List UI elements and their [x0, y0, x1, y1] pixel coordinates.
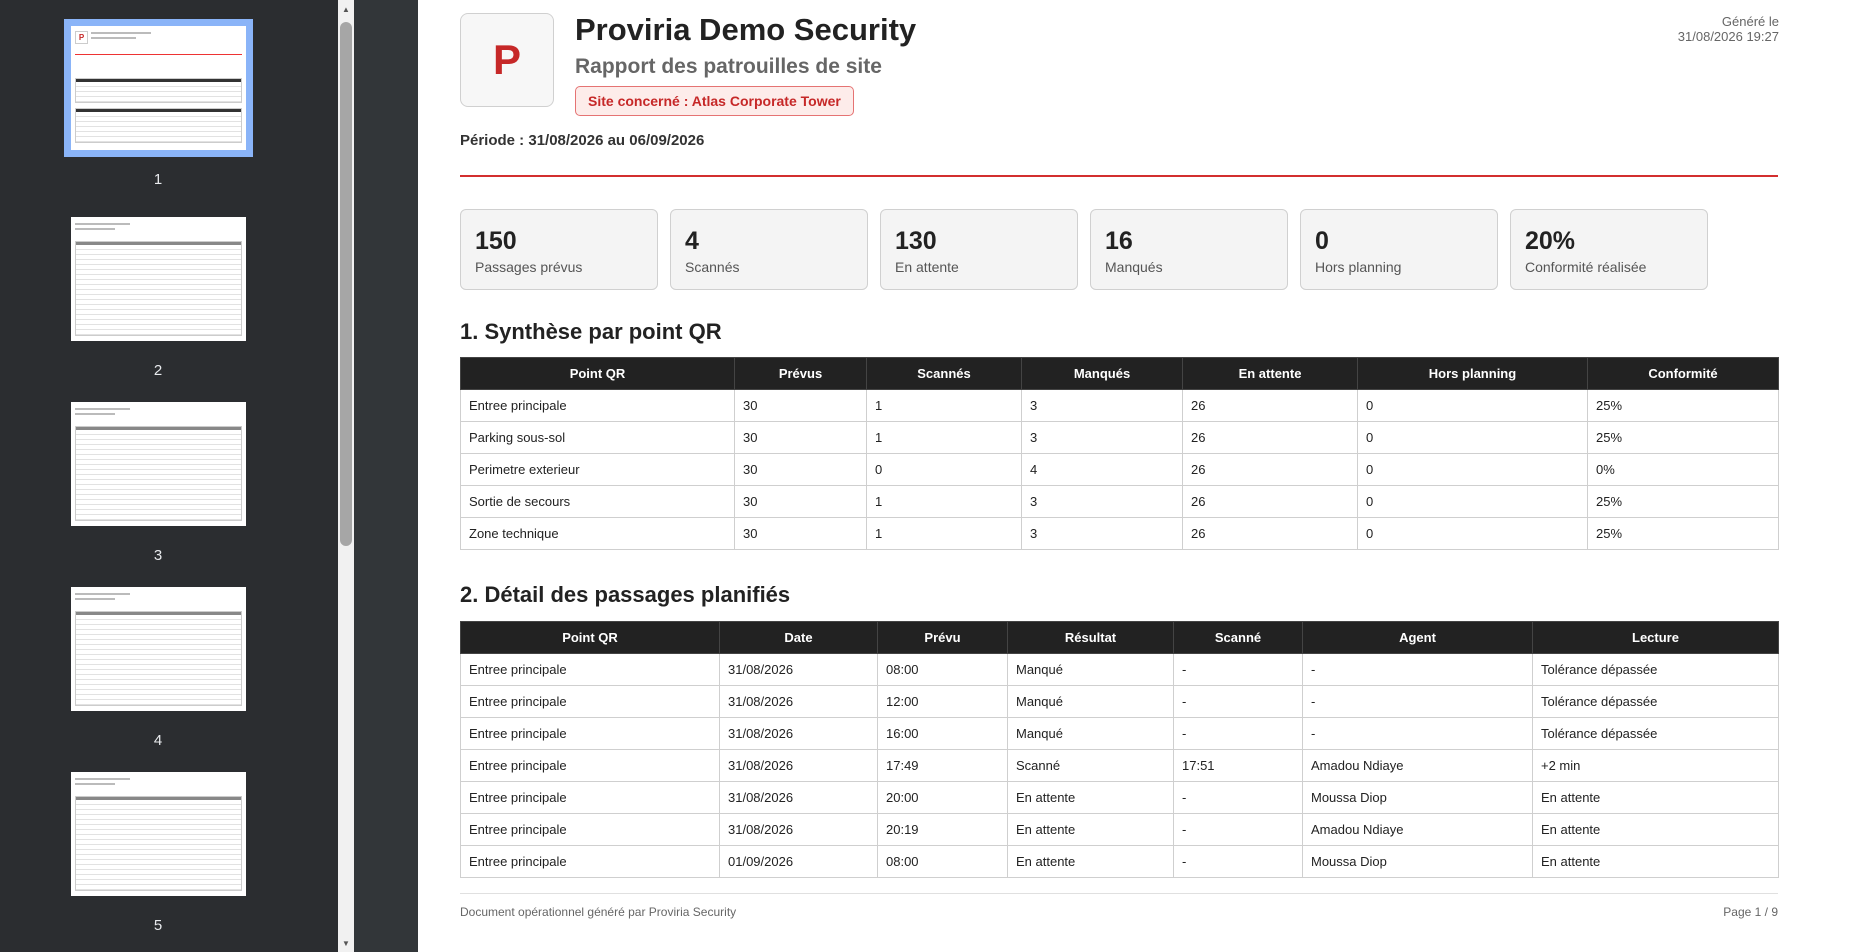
table-cell: Moussa Diop [1303, 846, 1533, 878]
table-cell: En attente [1008, 782, 1174, 814]
thumbnail-text-line [75, 598, 115, 600]
thumbnail-rule [75, 54, 242, 55]
table-cell: Manqué [1008, 686, 1174, 718]
column-header: Scanné [1174, 622, 1303, 654]
table-cell: 30 [735, 486, 867, 518]
footer-divider [460, 893, 1778, 894]
thumbnail-text-line [75, 593, 130, 595]
stat-label: Passages prévus [475, 259, 583, 275]
table-cell: 25% [1588, 518, 1779, 550]
table-cell: Entree principale [461, 390, 735, 422]
table-row [461, 654, 1779, 686]
scrollbar-thumb[interactable] [340, 22, 352, 546]
stat-card [670, 209, 868, 290]
stat-label: Manqués [1105, 259, 1163, 275]
stat-value: 0 [1315, 227, 1329, 255]
column-header: Lecture [1533, 622, 1779, 654]
page-thumbnail[interactable] [71, 402, 246, 526]
stat-label: Hors planning [1315, 259, 1402, 275]
table-cell: Sortie de secours [461, 486, 735, 518]
table-cell: 20:19 [878, 814, 1008, 846]
table-row [461, 686, 1779, 718]
table-cell: Entree principale [461, 686, 720, 718]
table-cell: 4 [1022, 454, 1183, 486]
stat-value: 20% [1525, 227, 1576, 255]
table-cell: 30 [735, 454, 867, 486]
table-row [461, 782, 1779, 814]
thumbnail-table [75, 796, 242, 891]
table-cell: Entree principale [461, 814, 720, 846]
detail-table [460, 621, 1779, 878]
table-cell: Amadou Ndiaye [1303, 750, 1533, 782]
table-cell: Entree principale [461, 782, 720, 814]
table-cell: Scanné [1008, 750, 1174, 782]
thumbnail-text-line [91, 32, 151, 34]
table-cell: 17:49 [878, 750, 1008, 782]
table-cell: En attente [1533, 846, 1779, 878]
column-header: Résultat [1008, 622, 1174, 654]
table-cell: 16:00 [878, 718, 1008, 750]
table-cell: - [1303, 654, 1533, 686]
table-cell: Manqué [1008, 718, 1174, 750]
thumbnail-page-number: 2 [153, 362, 163, 379]
table-cell: - [1174, 686, 1303, 718]
thumbnail-text-line [75, 783, 115, 785]
table-row [461, 518, 1779, 550]
column-header: Scannés [867, 358, 1022, 390]
detail-section-title: 2. Détail des passages planifiés [460, 582, 791, 607]
table-cell: Entree principale [461, 718, 720, 750]
table-cell: 17:51 [1174, 750, 1303, 782]
table-cell: 3 [1022, 422, 1183, 454]
thumbnail-sidebar [0, 0, 338, 952]
table-cell: - [1303, 718, 1533, 750]
table-cell: 01/09/2026 [720, 846, 878, 878]
column-header: Agent [1303, 622, 1533, 654]
stat-label: Conformité réalisée [1525, 259, 1647, 275]
table-cell: 0 [1358, 486, 1588, 518]
table-cell: Perimetre exterieur [461, 454, 735, 486]
table-cell: Moussa Diop [1303, 782, 1533, 814]
table-cell: +2 min [1533, 750, 1779, 782]
thumbnail-text-line [75, 228, 115, 230]
table-cell: 0% [1588, 454, 1779, 486]
table-cell: Parking sous-sol [461, 422, 735, 454]
table-cell: 1 [867, 390, 1022, 422]
stat-label: En attente [895, 259, 959, 275]
table-cell: 12:00 [878, 686, 1008, 718]
table-cell: 3 [1022, 518, 1183, 550]
table-cell: 1 [867, 486, 1022, 518]
header-divider [460, 175, 1778, 177]
generated-info [1678, 14, 1779, 44]
table-row [461, 486, 1779, 518]
thumbnail-text-line [75, 778, 130, 780]
page-thumbnail[interactable] [71, 217, 246, 341]
page-thumbnail[interactable] [71, 587, 246, 711]
thumbnail-text-line [75, 223, 130, 225]
table-cell: 25% [1588, 422, 1779, 454]
table-cell: 26 [1183, 422, 1358, 454]
table-row [461, 390, 1779, 422]
thumbnail-text-line [75, 413, 115, 415]
column-header: Manqués [1022, 358, 1183, 390]
thumbnail-page-number: 3 [153, 547, 163, 564]
table-cell: 0 [1358, 390, 1588, 422]
column-header: En attente [1183, 358, 1358, 390]
table-cell: - [1174, 718, 1303, 750]
column-header: Conformité [1588, 358, 1779, 390]
table-cell: 1 [867, 422, 1022, 454]
table-cell: 20:00 [878, 782, 1008, 814]
page-indicator: Page 1 / 9 [1723, 905, 1778, 919]
thumbnail-table [75, 78, 242, 103]
scroll-up-arrow-icon[interactable]: ▲ [342, 5, 350, 14]
table-cell: 3 [1022, 390, 1183, 422]
table-cell: En attente [1008, 814, 1174, 846]
report-title: Rapport des patrouilles de site [575, 55, 882, 78]
table-cell: 26 [1183, 454, 1358, 486]
table-cell: En attente [1533, 782, 1779, 814]
table-cell: Entree principale [461, 750, 720, 782]
company-name: Proviria Demo Security [575, 12, 917, 47]
stat-value: 150 [475, 227, 517, 255]
table-cell: 31/08/2026 [720, 654, 878, 686]
table-cell: Tolérance dépassée [1533, 718, 1779, 750]
summary-table [460, 357, 1779, 550]
table-row [461, 422, 1779, 454]
table-cell: 1 [867, 518, 1022, 550]
table-row [461, 718, 1779, 750]
thumbnail-table [75, 426, 242, 521]
table-cell: 31/08/2026 [720, 718, 878, 750]
scroll-down-arrow-icon[interactable]: ▼ [342, 939, 350, 948]
table-cell: - [1174, 654, 1303, 686]
column-header: Date [720, 622, 878, 654]
thumbnail-table [75, 611, 242, 706]
table-cell: 0 [867, 454, 1022, 486]
table-row [461, 454, 1779, 486]
table-cell: - [1303, 686, 1533, 718]
page-thumbnail[interactable] [71, 772, 246, 896]
table-cell: 30 [735, 422, 867, 454]
column-header: Prévu [878, 622, 1008, 654]
table-cell: 25% [1588, 390, 1779, 422]
stat-card [1090, 209, 1288, 290]
table-cell: Tolérance dépassée [1533, 686, 1779, 718]
column-header: Point QR [461, 358, 735, 390]
column-header: Prévus [735, 358, 867, 390]
table-row [461, 750, 1779, 782]
table-cell: 31/08/2026 [720, 814, 878, 846]
stat-card [880, 209, 1078, 290]
table-cell: En attente [1008, 846, 1174, 878]
page-thumbnail[interactable] [71, 26, 246, 150]
table-cell: 26 [1183, 390, 1358, 422]
table-cell: - [1174, 814, 1303, 846]
stat-label: Scannés [685, 259, 740, 275]
table-cell: - [1174, 782, 1303, 814]
table-row [461, 846, 1779, 878]
report-period: Période : 31/08/2026 au 06/09/2026 [460, 132, 705, 149]
thumbnail-page-number: 5 [153, 917, 163, 934]
table-cell: 0 [1358, 518, 1588, 550]
column-header: Point QR [461, 622, 720, 654]
thumbnail-text-line [75, 408, 130, 410]
table-cell: Manqué [1008, 654, 1174, 686]
table-cell: 31/08/2026 [720, 782, 878, 814]
table-cell: 31/08/2026 [720, 686, 878, 718]
footer-note: Document opérationnel généré par Proviria Security [460, 905, 737, 919]
company-logo: P [460, 13, 554, 107]
generated-date: 31/08/2026 19:27 [1677, 29, 1779, 44]
table-cell: 26 [1183, 486, 1358, 518]
table-cell: 30 [735, 518, 867, 550]
stat-card [1510, 209, 1708, 290]
table-cell: 08:00 [878, 846, 1008, 878]
summary-section-title: 1. Synthèse par point QR [460, 319, 722, 344]
table-cell: 3 [1022, 486, 1183, 518]
table-cell: Entree principale [461, 846, 720, 878]
thumbnail-table [75, 108, 242, 143]
table-cell: Amadou Ndiaye [1303, 814, 1533, 846]
stat-card [460, 209, 658, 290]
table-cell: Tolérance dépassée [1533, 654, 1779, 686]
thumbnail-text-line [91, 37, 136, 39]
table-cell: En attente [1533, 814, 1779, 846]
table-cell: 25% [1588, 486, 1779, 518]
stat-card [1300, 209, 1498, 290]
table-cell: 30 [735, 390, 867, 422]
column-header: Hors planning [1358, 358, 1588, 390]
site-badge: Site concerné : Atlas Corporate Tower [575, 86, 854, 116]
document-page [418, 0, 1855, 952]
generated-label: Généré le [1721, 14, 1779, 29]
table-cell: 31/08/2026 [720, 750, 878, 782]
table-row [461, 814, 1779, 846]
thumbnail-page-number: 1 [153, 171, 163, 188]
thumbnail-table [75, 241, 242, 336]
table-cell: Entree principale [461, 654, 720, 686]
stat-value: 16 [1105, 227, 1133, 255]
table-cell: 0 [1358, 422, 1588, 454]
thumbnail-page-number: 4 [153, 732, 163, 749]
table-cell: Zone technique [461, 518, 735, 550]
stat-value: 130 [895, 227, 937, 255]
table-cell: 0 [1358, 454, 1588, 486]
table-cell: 26 [1183, 518, 1358, 550]
table-cell: - [1174, 846, 1303, 878]
thumbnail-logo: P [75, 31, 88, 44]
table-cell: 08:00 [878, 654, 1008, 686]
stat-value: 4 [685, 227, 699, 255]
